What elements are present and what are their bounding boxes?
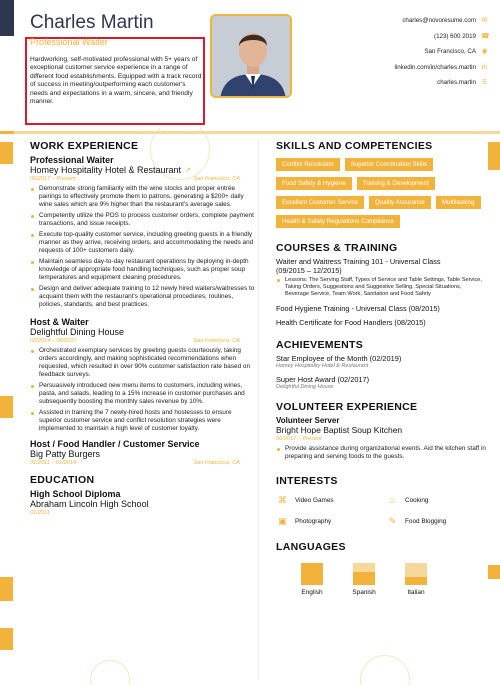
section-tab [0,577,13,601]
language-item [402,563,430,596]
contact-text: San Francisco, CA [424,48,476,56]
job-dates: 06/2017 – Present [30,176,76,182]
skill-tag: Multitasking [436,196,481,209]
achievement-org: Delightful Dining House [276,384,334,390]
blog-icon: ✎ [388,516,397,526]
camera-icon: ▣ [278,516,287,526]
section-tab [0,628,13,650]
header-divider [0,131,500,134]
job-title: Host & Waiter [30,317,89,327]
right-column [276,140,486,596]
volunteer-role: Volunteer Server [276,416,340,425]
volunteer-org: Bright Hope Baptist Soup Kitchen [276,425,403,435]
skill-tag: Superior Coordination Skills [345,158,433,171]
company-name: Delightful Dining House [30,327,125,337]
contact-item[interactable] [328,13,488,29]
job-location: San Francisco, CA [193,338,240,344]
interest-item [386,495,486,506]
achievements-heading: ACHIEVEMENTS [276,339,364,351]
work-experience-heading: WORK EXPERIENCE [30,140,139,152]
interest-label: Food Blogging [405,518,447,525]
skill-tag: Training & Development [357,177,435,190]
education-dates: 01/2011 [30,510,50,516]
job-location: San Francisco, CA [193,460,240,466]
section-tab [0,142,13,164]
interest-item [276,516,386,527]
phone-icon: ☎ [481,32,490,40]
skill-tag: Health & Safety Regulations Compliance [276,215,400,228]
course-details [276,277,486,298]
job-bullet: Demonstrate strong familiarity with the wine stocks and proper entrée pairings to effectively promote them to patrons, generating a $200+ daily wine sales which are 9% higher than the restaurant's average sales. [30,185,255,209]
section-tab [488,565,500,579]
skype-icon: S [482,79,487,87]
school: Abraham Lincoln High School [30,499,149,509]
job-meta [30,460,240,466]
job-entry [30,155,255,309]
location-icon: ◉ [481,48,488,56]
job-bullet: Maintain seamless day-to-day restaurant operations by deploying in-depth knowledge of appropriate food handling techniques, such as proper soup temperatures and equipment cleaning procedures. [30,258,255,282]
course-detail: Lessons: The Serving Staff, Types of Service and Table Settings, Table Service, Taking Orders, Suggestions and Suggestive Selling, Special Situations, Beverage Service, Team Work, Sanitation and Food Safety [276,277,486,298]
language-name: Italian [407,589,425,596]
course-name: Waiter and Waitress Training 101 - Universal Class [276,257,441,266]
skill-tag: Conflict Resolution [276,158,340,171]
job-bullets [30,347,255,433]
job-entry [30,317,255,433]
job-title: Professional Waiter [30,155,114,165]
skill-tag: Excellent Customer Service [276,196,364,209]
education-heading: EDUCATION [30,474,95,486]
skills-tags [276,158,486,228]
profile-summary: Hardworking, self-motivated professional with 5+ years of exceptional customer service experience in a range of different food establishments. Equipped with a track record of success in meeting/outperforming each customer's needs and expectations in a warm, sincere, and friendly manner. [30,56,202,106]
contact-item[interactable] [328,44,488,60]
contact-text: charles@novoresume.com [402,17,476,25]
volunteer-meta [276,436,486,442]
contact-item[interactable] [328,60,488,76]
job-bullets [30,185,255,309]
external-link-icon[interactable]: ↗ [185,167,191,174]
job-meta [30,338,240,344]
job-bullet: Orchestrated exemplary services by greeting guests courteously, taking orders accordingly, and making sophisticated recommendations when requested, which resulted in over 90% customer satisfaction rate based on feedback surveys. [30,347,255,379]
job-bullet: Competently utilize the POS to process customer orders, complete payment transactions, and issue receipts. [30,212,255,228]
education-section [30,474,255,516]
skill-tag: Food Safety & Hygiene [276,177,352,190]
contact-text: linkedin.com/in/charles.martin [394,63,476,71]
interests-heading: INTERESTS [276,475,338,487]
language-level-bar [301,563,323,585]
language-level-fill [353,572,375,585]
job-company [30,327,255,337]
contact-item[interactable] [328,29,488,45]
decorative-circle [90,660,130,685]
interest-item [276,495,386,506]
volunteer-bullet: Provide assistance during organizational events. Aid the kitchen staff in preparing and serving foods to the guests. [276,445,486,461]
resume-header [0,0,500,128]
volunteer-heading: VOLUNTEER EXPERIENCE [276,401,418,413]
contact-text: charles.martin [437,79,476,87]
courses-heading: COURSES & TRAINING [276,242,398,254]
job-bullet: Design and deliver adequate training to 12 newly hired waiters/waitresses to acquaint them with the restaurant's operational procedures, routines, policies, standards, and best practices. [30,285,255,309]
contact-item[interactable] [328,75,488,91]
job-dates: 01/2011 – 01/2014 [30,460,77,466]
company-name: Homey Hospitality Hotel & Restaurant [30,165,182,175]
interest-label: Photography [295,518,332,525]
profile-photo [210,14,292,98]
job-dates: 02/2014 – 06/2017 [30,338,77,344]
cooking-icon: ♨ [388,495,397,505]
language-level-fill [405,577,427,585]
job-location: San Francisco, CA [193,176,240,182]
achievement-name: Star Employee of the Month (02/2019) [276,354,402,363]
skills-heading: SKILLS AND COMPETENCIES [276,140,433,152]
interest-label: Cooking [405,497,429,504]
left-column [30,140,255,519]
language-level-bar [405,563,427,585]
header-accent-bar [0,0,14,36]
volunteer-dates: 06/2017 – Present [276,436,322,442]
achievement-name: Super Host Award (02/2017) [276,375,370,384]
decorative-circle [360,655,410,685]
interest-item [386,516,486,527]
languages-heading: LANGUAGES [276,541,346,553]
gamepad-icon: ⌘ [278,495,287,505]
candidate-role: Professional Waiter [30,37,108,47]
education-meta [30,510,240,516]
section-tab [0,396,13,418]
skill-tag: Quality Assurance [369,196,431,209]
language-name: English [301,589,323,596]
envelope-icon: ✉ [481,17,488,25]
achievement-org: Homey Hospitality Hotel & Restaurant [276,363,369,369]
job-company [30,449,255,459]
interest-label: Video Games [295,497,334,504]
interests-section [276,475,486,527]
contact-list [328,13,488,91]
candidate-name: Charles Martin [30,12,154,33]
volunteer-section [276,401,486,461]
language-item [298,563,326,596]
job-bullet: Assisted in training the 7 newly-hired hosts and hostesses to ensure superior customer service and conflict resolution strategies were implemented to maintain a high level of customer loyalty. [30,409,255,433]
contact-text: (123) 600 2019 [434,32,476,40]
job-company [30,165,255,175]
degree: High School Diploma [30,489,121,499]
course-name: Health Certificate for Food Handlers (08/2015) [276,318,426,327]
interests-grid [276,495,486,527]
job-bullet: Execute top-quality customer service, including greeting guests in a friendly manner as they arrive, receiving orders, and accommodating the needs and requests of 100+ customers daily. [30,231,255,255]
achievements-section [276,339,486,391]
person-photo-icon [212,16,292,98]
linkedin-icon: in [481,63,488,71]
courses-section [276,242,486,327]
job-title: Host / Food Handler / Customer Service [30,439,200,449]
job-meta [30,176,240,182]
languages-list [276,563,486,596]
course-date: (09/2015 – 12/2015) [276,266,342,275]
language-name: Spanish [352,589,376,596]
course-name: Food Hygiene Training - Universal Class (08/2015) [276,304,440,313]
languages-section [276,541,486,596]
volunteer-bullets [276,445,486,461]
job-bullet: Persuasively introduced new menu items to customers, including wines, pasta, and salads, leading to a 15% increase in customer purchases and subsequently boosting the monthly sales revenue by 10%. [30,382,255,406]
job-entry [30,439,255,466]
language-level-bar [353,563,375,585]
language-item [350,563,378,596]
column-divider [258,140,259,680]
company-name: Big Patty Burgers [30,449,101,459]
section-tab [488,142,500,170]
language-level-fill [301,563,323,585]
